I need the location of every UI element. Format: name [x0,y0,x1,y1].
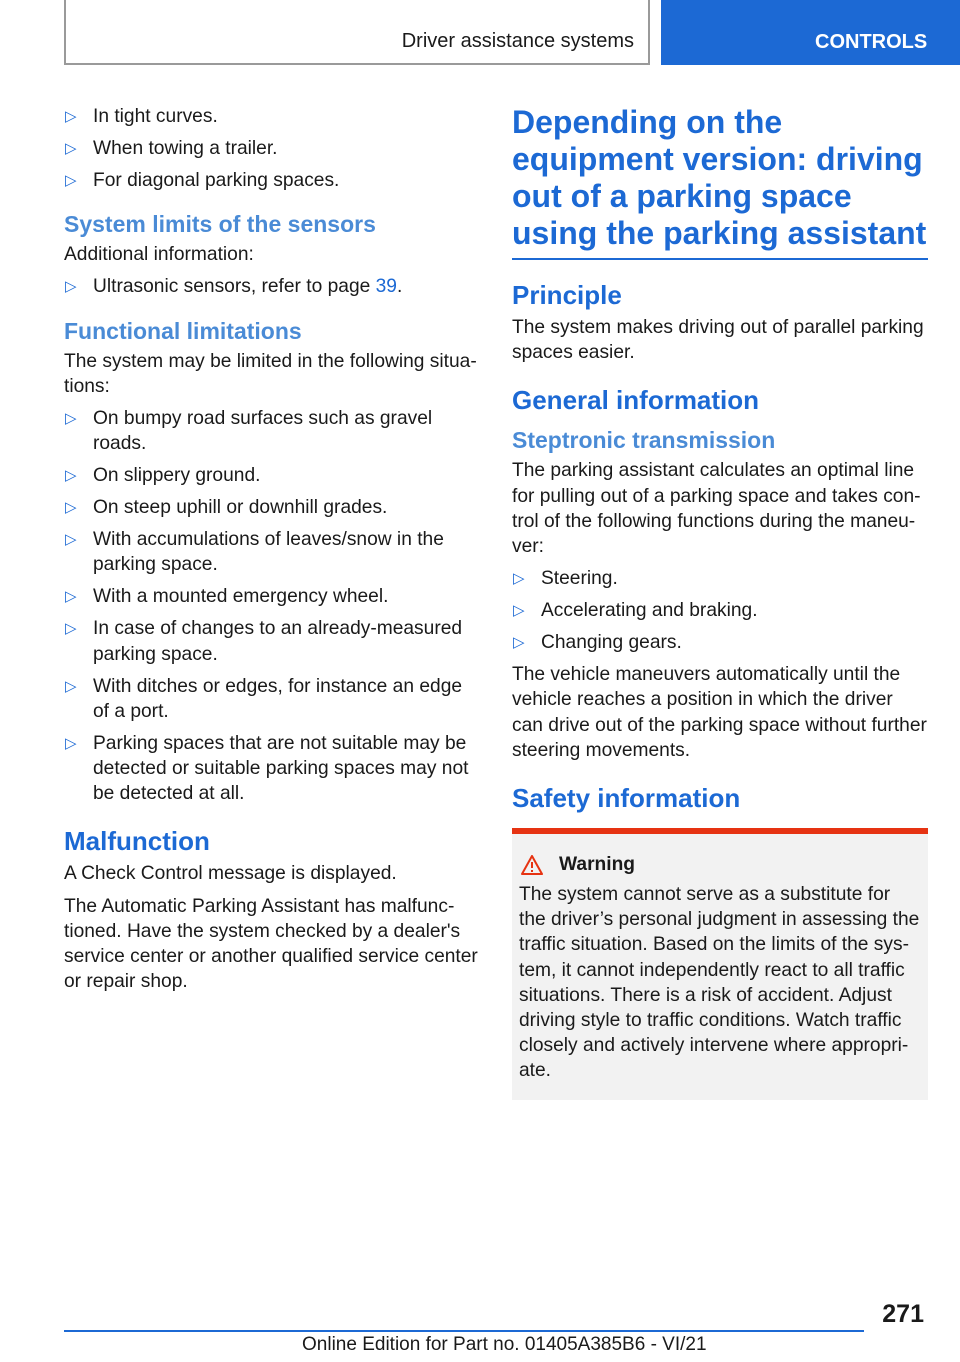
warning-triangle-icon [521,855,543,875]
list-item: ▷ With a mounted emergency wheel. [64,584,478,609]
header-section-box [64,0,650,65]
list-item: ▷ For diagonal parking spaces. [64,168,478,193]
footer-edition-text: Online Edition for Part no. 01405A385B6 - VI/21 [302,1334,707,1355]
warning-box [512,828,928,1100]
triangle-bullet-icon: ▷ [65,140,77,157]
list-item: ▷ Changing gears. [512,630,928,655]
general-information-heading: General information [512,385,760,416]
intro-bullet-list [64,104,478,193]
functional-limitations-heading: Functional limitations [64,317,302,344]
header-tab [661,0,960,65]
list-item: ▷ On slippery ground. [64,463,478,488]
main-heading: Depending on the equipment version: driving out of a parking space using the parking assistant [512,104,928,260]
list-item: ▷ Steering. [512,566,928,591]
warning-label: Warning [559,854,636,876]
list-item: ▷ On bumpy road surfaces such as gravel roads. [65,408,433,455]
sensors-heading: System limits of the sensors [64,211,376,238]
triangle-bullet-icon: ▷ [513,602,525,620]
steptronic-heading: Steptronic transmission [512,427,776,454]
triangle-bullet-icon: ▷ [65,172,77,189]
triangle-bullet-icon: ▷ [65,620,77,638]
functional-limitations-list [64,406,478,806]
footer-rule [64,1330,864,1332]
left-column [64,104,478,1001]
malfunction-paragraph-1: A Check Control message is displayed. [64,863,397,885]
list-item: ▷ With ditches or edges, for instance an edge of a port. [65,675,463,722]
list-item: ▷ Ultrasonic sensors, refer to page 39. [64,274,478,299]
malfunction-paragraph-2: The Automatic Parking Assistant has malfunctioned. Have the system checked by a dealer's service center or another qualified service center or repair shop. [64,895,478,993]
warning-text: The system cannot serve as a substitute for the driver’s personal judgment in assessing the traffic situation. Based on the limits of the system, it cannot independently react to all traffic situations. There is a risk of accident. Adjust driving style to traffic conditions. Watch traffic closely and actively intervene where appropriate. [519,884,920,1082]
warning-header [519,854,921,876]
triangle-bullet-icon: ▷ [513,634,525,652]
list-item: ▷ When towing a trailer. [64,136,478,161]
page-number: 271 [882,1300,924,1328]
list-item: ▷ Parking spaces that are not suitable may be detected or suitable parking spaces may not be detected at all. [65,732,469,805]
sensors-bullet-list [64,274,478,299]
functional-limitations-intro: The system may be limited in the following situations: [64,350,477,397]
header-section-title: Driver assistance systems [401,30,634,52]
list-item: ▷ Accelerating and braking. [512,598,928,623]
list-item: ▷ With accumulations of leaves/snow in the parking space. [65,529,444,576]
triangle-bullet-icon: ▷ [65,734,77,752]
list-item: ▷ In case of changes to an already-measured parking space. [65,618,463,665]
header-tab-label: CONTROLS [815,31,928,53]
right-column [512,104,928,1100]
triangle-bullet-icon: ▷ [65,410,77,428]
triangle-bullet-icon: ▷ [513,570,525,588]
page-reference-link[interactable]: 39 [375,276,397,298]
principle-heading: Principle [512,280,622,310]
sensors-intro: Additional information: [64,244,254,266]
triangle-bullet-icon: ▷ [65,278,77,296]
triangle-bullet-icon: ▷ [65,677,77,695]
safety-information-heading: Safety information [512,783,741,814]
steptronic-text: The parking assistant calculates an optimal line for pulling out of a parking space and takes control of the following functions during the maneuver: [512,460,921,558]
list-item: ▷ On steep uphill or downhill grades. [64,495,478,520]
triangle-bullet-icon: ▷ [65,108,77,125]
triangle-bullet-icon: ▷ [65,588,77,606]
triangle-bullet-icon: ▷ [65,467,77,485]
malfunction-heading: Malfunction [64,826,210,857]
steptronic-bullet-list [512,566,928,655]
principle-text: The system makes driving out of parallel parking spaces easier. [512,317,924,364]
triangle-bullet-icon: ▷ [65,531,77,549]
maneuver-text: The vehicle maneuvers automatically until the vehicle reaches a position in which the driver can drive out of the parking space without further steering movements. [512,664,927,761]
triangle-bullet-icon: ▷ [65,499,77,517]
list-item: ▷ In tight curves. [64,104,478,129]
